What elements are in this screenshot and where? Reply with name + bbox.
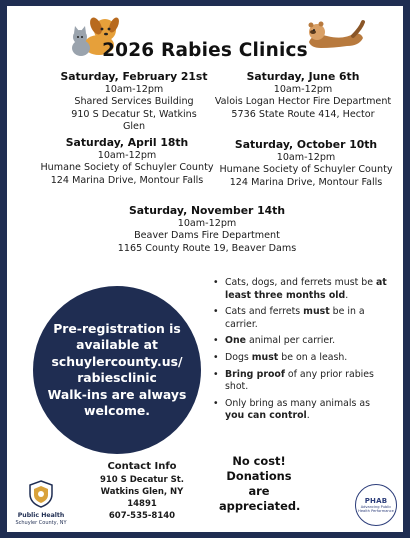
prereg-link[interactable]: rabiesclinic [77,370,157,385]
walkin-line: Walk-ins are always [47,386,187,402]
clinic-venue: Beaver Dams Fire Department [134,230,280,242]
public-health-shield-icon [28,480,54,508]
clinic-date: Saturday, April 18th [65,136,189,149]
prereg-link[interactable]: schuylercounty.us/ [51,353,183,369]
flyer-page [7,6,403,532]
phab-sub: Advancing Public Health Performance [358,505,394,514]
contact-title: Contact Info [107,461,177,472]
clinic-address: 124 Marina Drive, Montour Falls [229,176,383,188]
prereg-line: available at [76,337,158,352]
preregistration-circle [33,286,201,454]
rule-item: • Cats, dogs, and ferrets must be at least three months old. [213,277,388,302]
clinic-venue: Shared Services Building [74,96,194,108]
phab-logo [355,484,397,526]
clinic-june [205,70,401,121]
public-health-logo [13,480,69,526]
rules-list [213,277,388,427]
clinic-venue: Humane Society of Schuyler County [40,162,214,174]
clinic-date: Saturday, October 10th [234,138,378,151]
clinic-february [59,70,209,134]
clinic-date: Saturday, June 6th [246,70,360,83]
rule-item: • Dogs must be on a leash. [213,352,388,365]
page-title: 2026 Rabies Clinics [102,40,308,62]
contact-city: Watkins Glen, NY 14891 [100,487,184,509]
contact-phone[interactable]: 607-535-8140 [108,511,176,521]
clinic-november [102,204,312,255]
clinic-address: 5736 State Route 414, Hector [231,108,375,120]
clinic-date: Saturday, November 14th [128,204,286,217]
no-cost-line: No cost! [232,454,286,468]
phab-name: PHAB [364,497,388,505]
clinic-date: Saturday, February 21st [60,70,208,83]
walkin-line: welcome. [84,403,150,418]
public-health-name: Public Health [17,512,65,519]
prereg-line: Pre-registration is [53,320,181,336]
clinic-time: 10am-12pm [276,152,336,163]
clinic-venue: Humane Society of Schuyler County [219,164,393,176]
clinic-april [37,136,217,187]
clinic-address: 124 Marina Drive, Montour Falls [50,174,204,186]
donations-line: Donations are [226,469,292,498]
no-cost-note [219,454,299,514]
clinic-address: 910 S Decatur St, Watkins Glen [71,108,197,133]
rule-item: • Only bring as many animals as you can control. [213,398,388,423]
contact-info [87,460,197,522]
public-health-sub: Schuyler County, NY [15,519,67,526]
clinic-address: 1165 County Route 19, Beaver Dams [117,242,297,254]
clinic-venue: Valois Logan Hector Fire Department [214,96,392,108]
clinic-time: 10am-12pm [104,84,164,95]
ferret-icon [303,16,365,56]
rule-item: • Bring proof of any prior rabies shot. [213,369,388,394]
preregistration-text [42,321,192,420]
donations-line: appreciated. [219,499,301,513]
rule-item: • Cats and ferrets must be in a carrier. [213,306,388,331]
clinic-time: 10am-12pm [273,84,333,95]
contact-street: 910 S Decatur St. [99,475,185,485]
clinic-october [211,138,401,189]
clinic-time: 10am-12pm [97,150,157,161]
rule-item: • One animal per carrier. [213,335,388,348]
clinic-time: 10am-12pm [177,218,237,229]
